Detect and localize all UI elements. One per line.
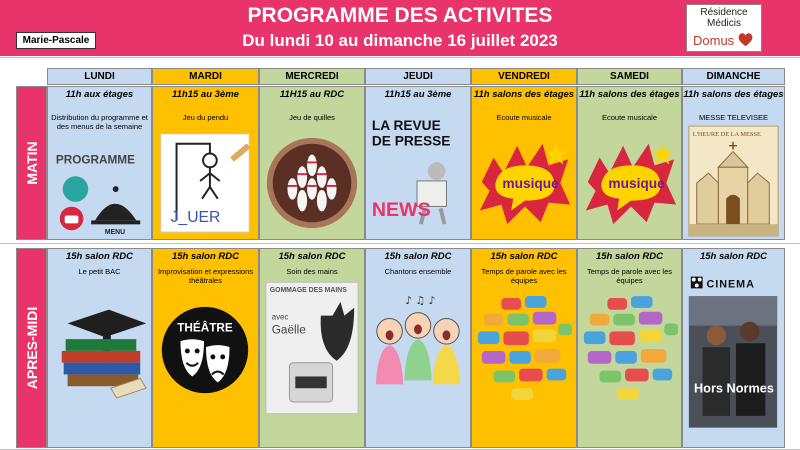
- activity-time: 15h salon RDC: [490, 251, 558, 262]
- period-label-afternoon: [16, 248, 47, 448]
- art-text-mass: L'HEURE DE LA MESSE: [692, 130, 761, 138]
- resident-name: Marie-Pascale: [16, 32, 96, 49]
- activity-description: Distribution du programme et des menus de la semaine: [51, 113, 148, 131]
- svg-text:♪ ♫ ♪: ♪ ♫ ♪: [405, 293, 436, 307]
- art-text-film-title: Hors Normes: [693, 380, 774, 396]
- speech-bubbles-illustration: [578, 291, 681, 411]
- activity-time: 15h salon RDC: [384, 251, 452, 262]
- activity-time: 15h salon RDC: [595, 251, 664, 262]
- activity-cell-tuesday-afternoon: [152, 248, 259, 448]
- activity-cell-thursday-morning: [365, 86, 471, 240]
- activity-cell-wednesday-afternoon: [259, 248, 365, 448]
- period-label-afternoon-text: APRES-MIDI: [23, 306, 40, 390]
- day-header-vendredi: VENDREDI: [471, 68, 577, 85]
- art-text-news: NEWS: [371, 199, 431, 222]
- period-label-morning-text: MATIN: [23, 141, 40, 185]
- art-text-gommage: GOMMAGE DES MAINS: [269, 287, 347, 295]
- program-menu-illustration: [48, 143, 151, 239]
- activity-time: 11h salons des étages: [473, 89, 575, 100]
- activity-cell-friday-afternoon: [471, 248, 577, 448]
- activity-description: Ecoute musicale: [601, 113, 658, 122]
- art-text-programme: PROGRAMME: [55, 153, 135, 167]
- music-illustration: [578, 127, 681, 237]
- church-illustration: [683, 123, 784, 239]
- grid-divider: [0, 243, 800, 244]
- period-label-morning: [16, 86, 47, 240]
- activity-time: 15h salon RDC: [65, 251, 134, 262]
- activity-description: Temps de parole avec les équipes: [586, 267, 673, 285]
- hangman-illustration: [153, 127, 258, 237]
- activity-time: 11h aux étages: [65, 89, 134, 100]
- theatre-illustration: [153, 295, 258, 405]
- grid-divider: [0, 57, 800, 58]
- activity-description: Le petit BAC: [78, 267, 121, 276]
- activity-cell-wednesday-morning: [259, 86, 365, 240]
- activity-cell-sunday-afternoon: [682, 248, 785, 448]
- hand-care-illustration: [260, 279, 364, 417]
- activity-cell-saturday-morning: [577, 86, 682, 240]
- day-header-mercredi: MERCREDI: [259, 68, 365, 85]
- activity-time: 15h salon RDC: [278, 251, 346, 262]
- art-text-hangman: J_UER: [170, 209, 221, 227]
- page-subtitle: Du lundi 10 au dimanche 16 juillet 2023: [242, 31, 558, 50]
- activity-cell-sunday-morning: [682, 86, 785, 240]
- art-text-menu: MENU: [104, 229, 126, 237]
- art-text-gaelle: Gaëlle: [271, 323, 306, 337]
- activity-time: 15h salon RDC: [171, 251, 240, 262]
- activity-time: 11h15 au 3ème: [172, 89, 239, 100]
- singing-illustration: [366, 287, 470, 407]
- logo-line-2: Médicis: [707, 18, 741, 29]
- activity-description: Soin des mains: [286, 267, 338, 276]
- art-text-music: musique: [608, 175, 665, 191]
- art-text-revue: LA REVUE: [371, 117, 441, 133]
- books-illustration: [48, 285, 151, 405]
- activity-description: MESSE TELEVISEE: [698, 113, 769, 122]
- logo-line-1: Résidence: [700, 7, 748, 18]
- activity-description: Improvisation et expressions théâtrales: [157, 267, 254, 285]
- activity-description: Chantons ensemble: [384, 267, 452, 276]
- day-header-lundi: LUNDI: [47, 68, 152, 85]
- activity-time: 11h salons des étages: [683, 89, 784, 100]
- activity-description: Ecoute musicale: [496, 113, 552, 122]
- press-review-illustration: [366, 113, 470, 239]
- art-text-avec: avec: [271, 312, 289, 322]
- activity-description: Jeu de quilles: [289, 113, 335, 122]
- activity-time: 11h salons des étages: [579, 89, 680, 100]
- activity-cell-thursday-afternoon: [365, 248, 471, 448]
- residence-logo: [686, 4, 762, 52]
- activity-cell-monday-morning: [47, 86, 152, 240]
- day-header-samedi: SAMEDI: [577, 68, 682, 85]
- activity-time: 11H15 au RDC: [279, 89, 345, 100]
- music-illustration: [472, 127, 576, 237]
- art-text-presse: DE PRESSE: [371, 133, 451, 149]
- day-header-dimanche: DIMANCHE: [682, 68, 785, 85]
- art-text-cinema: CINEMA: [706, 278, 755, 291]
- activity-time: 11h15 au 3ème: [384, 89, 452, 100]
- cinema-illustration: [683, 269, 784, 447]
- heart-icon: [737, 32, 754, 47]
- bowling-illustration: [260, 125, 364, 239]
- page-title: PROGRAMME DES ACTIVITES: [247, 4, 553, 27]
- activity-cell-friday-morning: [471, 86, 577, 240]
- logo-brand: Domus: [693, 33, 735, 48]
- activity-description: Jeu du pendu: [182, 113, 229, 122]
- activity-cell-tuesday-morning: [152, 86, 259, 240]
- day-header-jeudi: JEUDI: [365, 68, 471, 85]
- activity-cell-monday-afternoon: [47, 248, 152, 448]
- speech-bubbles-illustration: [472, 291, 576, 411]
- art-text-theatre: THÉÂTRE: [177, 321, 233, 335]
- day-header-mardi: MARDI: [152, 68, 259, 85]
- art-text-music: musique: [502, 175, 559, 191]
- activity-time: 15h salon RDC: [699, 251, 768, 262]
- activity-cell-saturday-afternoon: [577, 248, 682, 448]
- activity-description: Temps de parole avec les équipes: [481, 267, 567, 285]
